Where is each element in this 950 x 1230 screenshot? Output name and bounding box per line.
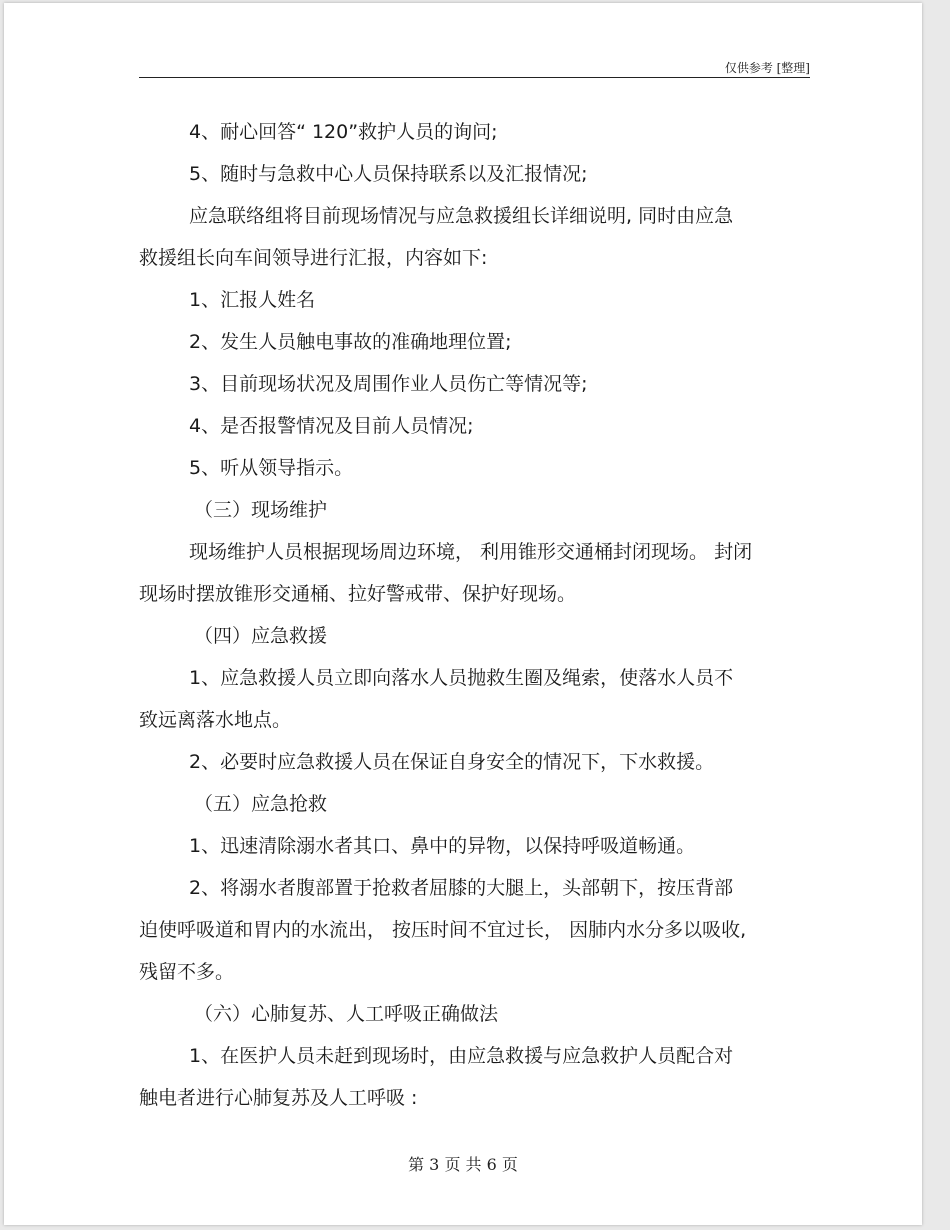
list-item: 4、是否报警情况及目前人员情况;	[189, 415, 474, 437]
section-heading: （四）应急救援	[194, 625, 328, 647]
header-rule	[139, 77, 810, 78]
list-item: 2、发生人员触电事故的准确地理位置;	[189, 331, 512, 353]
document-page	[4, 3, 922, 1225]
paragraph-line: 触电者进行心肺复苏及人工呼吸 :	[139, 1087, 418, 1109]
paragraph-line: 救援组长向车间领导进行汇报，内容如下:	[139, 247, 488, 269]
list-item: 1、应急救援人员立即向落水人员抛救生圈及绳索，使落水人员不	[189, 667, 734, 689]
list-item: 3、目前现场状况及周围作业人员伤亡等情况等;	[189, 373, 588, 395]
list-item: 4、耐心回答“ 120”救护人员的询问;	[189, 121, 498, 143]
list-item: 5、听从领导指示。	[189, 457, 354, 479]
paragraph-line: 残留不多。	[139, 961, 235, 983]
list-item: 2、将溺水者腹部置于抢救者屈膝的大腿上，头部朝下，按压背部	[189, 877, 734, 899]
paragraph-line: 致远离落水地点。	[139, 709, 292, 731]
list-item: 1、汇报人姓名	[189, 289, 316, 311]
list-item: 5、随时与急救中心人员保持联系以及汇报情况;	[189, 163, 588, 185]
list-item: 1、迅速清除溺水者其口、鼻中的异物，以保持呼吸道畅通。	[189, 835, 696, 857]
list-item: 1、在医护人员未赶到现场时，由应急救援与应急救护人员配合对	[189, 1045, 734, 1067]
section-heading: （三）现场维护	[194, 499, 328, 521]
page-number-footer: 第 3 页 共 6 页	[408, 1155, 518, 1174]
list-item: 2、必要时应急救援人员在保证自身安全的情况下，下水救援。	[189, 751, 715, 773]
paragraph-line: 应急联络组将目前现场情况与应急救援组长详细说明, 同时由应急	[189, 205, 734, 227]
section-heading: （六）心肺复苏、人工呼吸正确做法	[194, 1003, 499, 1025]
paragraph-line: 现场维护人员根据现场周边环境， 利用锥形交通桶封闭现场。 封闭	[189, 541, 753, 563]
header-note: 仅供参考 [整理]	[724, 61, 810, 75]
paragraph-line: 迫使呼吸道和胃内的水流出， 按压时间不宜过长， 因肺内水分多以吸收,	[139, 919, 747, 941]
paragraph-line: 现场时摆放锥形交通桶、拉好警戒带、保护好现场。	[139, 583, 577, 605]
section-heading: （五）应急抢救	[194, 793, 328, 815]
document-body	[139, 111, 811, 1119]
